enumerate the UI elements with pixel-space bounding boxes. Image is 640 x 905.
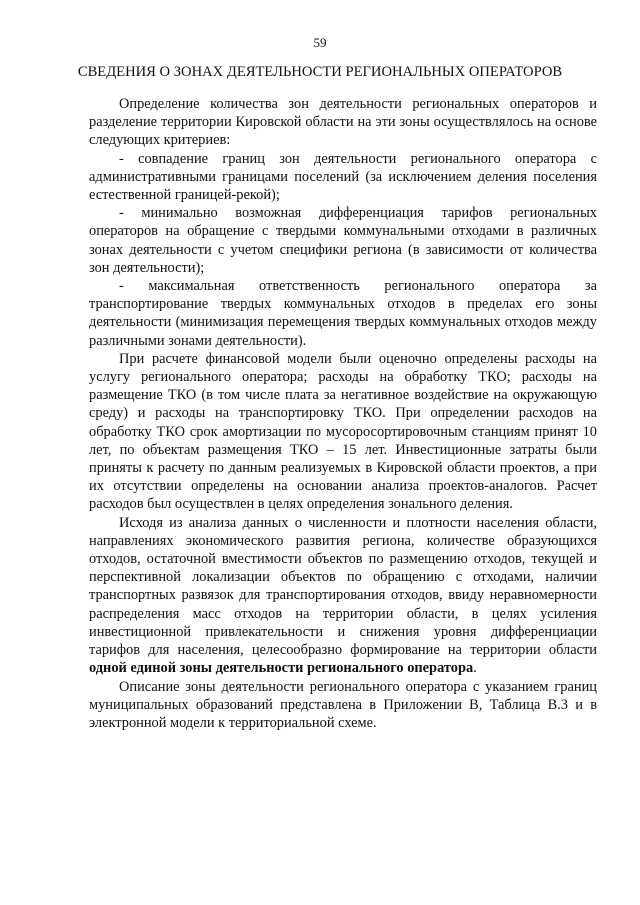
paragraph-analysis (89, 514, 597, 678)
paragraph-description: Описание зоны деятельности регионального оператора с указанием границ муниципальных образований представлена в Приложении В, Таблица В.3 и в электронной модели к территориальной схеме. (89, 678, 597, 731)
criterion-1: - совпадение границ зон деятельности регионального оператора с административными границами поселений (за исключением деления поселения естественной границей-рекой); (89, 150, 597, 204)
analysis-text: Исходя из анализа данных о численности и плотности населения области, направлениях экономического развития региона, количестве образующихся отходов, остаточной вместимости объектов по размещению отходов, текущей и перспективной локализации объектов по обращению с отходами, наличии транспортных развязок для транспортирования отходов, ввиду неравномерности распределения масс отходов на территории области, в целях усиления инвестиционной привлекательности и снижения уровня дифференциации тарифов для населения, целесообразно формирование на территории области (89, 514, 597, 659)
page-number: 59 (313, 35, 327, 50)
criterion-3: - максимальная ответственность регионального оператора за транспортирование твердых коммунальных отходов в пределах его зоны деятельности (минимизация перемещения твердых коммунальных отходов между различными зонами деятельности). (89, 278, 597, 349)
analysis-end: . (473, 660, 477, 677)
body-text (89, 95, 597, 732)
criterion-2: - минимально возможная дифференциация тарифов региональных операторов на обращение с твердыми коммунальными отходами в различных зонах деятельности с учетом специфики региона (в зависимости от количества зон деятельности); (89, 205, 597, 276)
section-title: СВЕДЕНИЯ О ЗОНАХ ДЕЯТЕЛЬНОСТИ РЕГИОНАЛЬНЫХ ОПЕРАТОРОВ (77, 64, 563, 80)
analysis-bold-text: одной единой зоны деятельности регионального оператора (89, 660, 474, 677)
paragraph-financial-model: При расчете финансовой модели были оценочно определены расходы на услугу регионального оператора; расходы на обработку ТКО; расходы на размещение ТКО (в том числе плата за негативное воздействие на окружающую среду) и расходы на транспортировку ТКО. При определении расходов на обработку ТКО срок амортизации по мусоросортировочным станциям принят 10 лет, по объектам размещения ТКО – 15 лет. Инвестиционные затраты были приняты к расчету по данным реализуемых в Кировской области проектов, а при их отсутствии определены на основании анализа проектов-аналогов. Расчет расходов был осуществлен в целях определения зонального деления. (89, 350, 597, 513)
paragraph-intro: Определение количества зон деятельности региональных операторов и разделение территории Кировской области на эти зоны осуществлялось на основе следующих критериев: (89, 96, 597, 149)
